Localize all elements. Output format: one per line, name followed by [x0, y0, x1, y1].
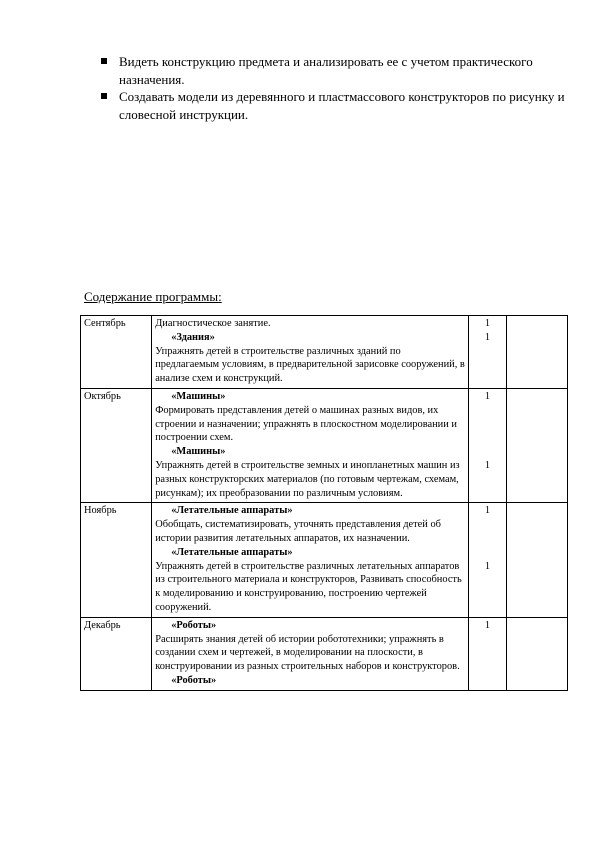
topic-heading: «Машины» [171, 390, 226, 402]
content-cell [152, 388, 469, 502]
objective-item [99, 53, 569, 88]
hours-value: 1 [484, 331, 491, 343]
hours-cell [468, 316, 506, 389]
topic-heading: «Летательные аппараты» [171, 546, 293, 558]
content-cell [152, 617, 469, 690]
hours-cell [468, 617, 506, 690]
program-table [80, 315, 568, 691]
hours-value: 1 [484, 560, 491, 572]
hours-value: 1 [484, 619, 491, 631]
empty-cell [507, 503, 568, 617]
table-row [81, 617, 568, 690]
objectives-list [99, 53, 569, 123]
square-bullet-icon [101, 58, 107, 64]
hours-cell [468, 503, 506, 617]
table-row [81, 316, 568, 389]
content-text: Упражнять детей в строительстве различных летательных аппаратов из строительного материала и конструкторов, Развивать способность к моделированию и конструированию, построению чертежей сооружений. [155, 560, 462, 613]
topic-heading: «Здания» [171, 331, 215, 343]
month-cell: Ноябрь [81, 503, 152, 617]
empty-cell [507, 617, 568, 690]
topic-heading: «Машины» [171, 446, 226, 458]
hours-value: 1 [484, 459, 491, 471]
month-cell: Декабрь [81, 617, 152, 690]
content-text: Упражнять детей в строительстве земных и инопланетных машин из разных конструкторских материалов (по готовым чертежам, схемам, рисункам); их преобразовании по различным условиям. [155, 459, 460, 499]
empty-cell [507, 316, 568, 389]
topic-heading: «Роботы» [171, 619, 217, 631]
month-cell: Октябрь [81, 388, 152, 502]
hours-value: 1 [484, 318, 491, 329]
table-row [81, 503, 568, 617]
content-text: Обобщать, систематизировать, уточнять представления детей об истории развития летательных аппаратов, их назначении. [155, 519, 441, 544]
square-bullet-icon [101, 93, 107, 99]
month-cell: Сентябрь [81, 316, 152, 389]
content-text: Расширять знания детей об истории робототехники; упражнять в создании схем и чертежей, в моделировании на плоскости, в конструировании из разных строительных наборов и конструкторов. [155, 633, 460, 673]
table-row [81, 388, 568, 502]
content-text: Упражнять детей в строительстве различных зданий по предлагаемым условиям, в предварительной зарисовке сооружений, в анализе схем и конструкций. [155, 345, 465, 385]
topic-heading: «Роботы» [171, 674, 217, 686]
section-title: Содержание программы: [84, 289, 222, 304]
objective-item [99, 88, 569, 123]
hours-value: 1 [484, 505, 491, 517]
content-text: Диагностическое занятие. [155, 318, 271, 329]
empty-cell [507, 388, 568, 502]
content-cell [152, 503, 469, 617]
objective-text: Видеть конструкцию предмета и анализировать ее с учетом практического назначения. [119, 54, 533, 87]
objective-text: Создавать модели из деревянного и пластмассового конструкторов по рисунку и словесной инструкции. [119, 89, 565, 122]
hours-value: 1 [484, 390, 491, 402]
hours-cell [468, 388, 506, 502]
content-cell [152, 316, 469, 389]
content-text: Формировать представления детей о машинах разных видов, их строении и назначении; упражнять в плоскостном моделировании и построении схем. [155, 404, 457, 444]
topic-heading: «Летательные аппараты» [171, 505, 293, 517]
